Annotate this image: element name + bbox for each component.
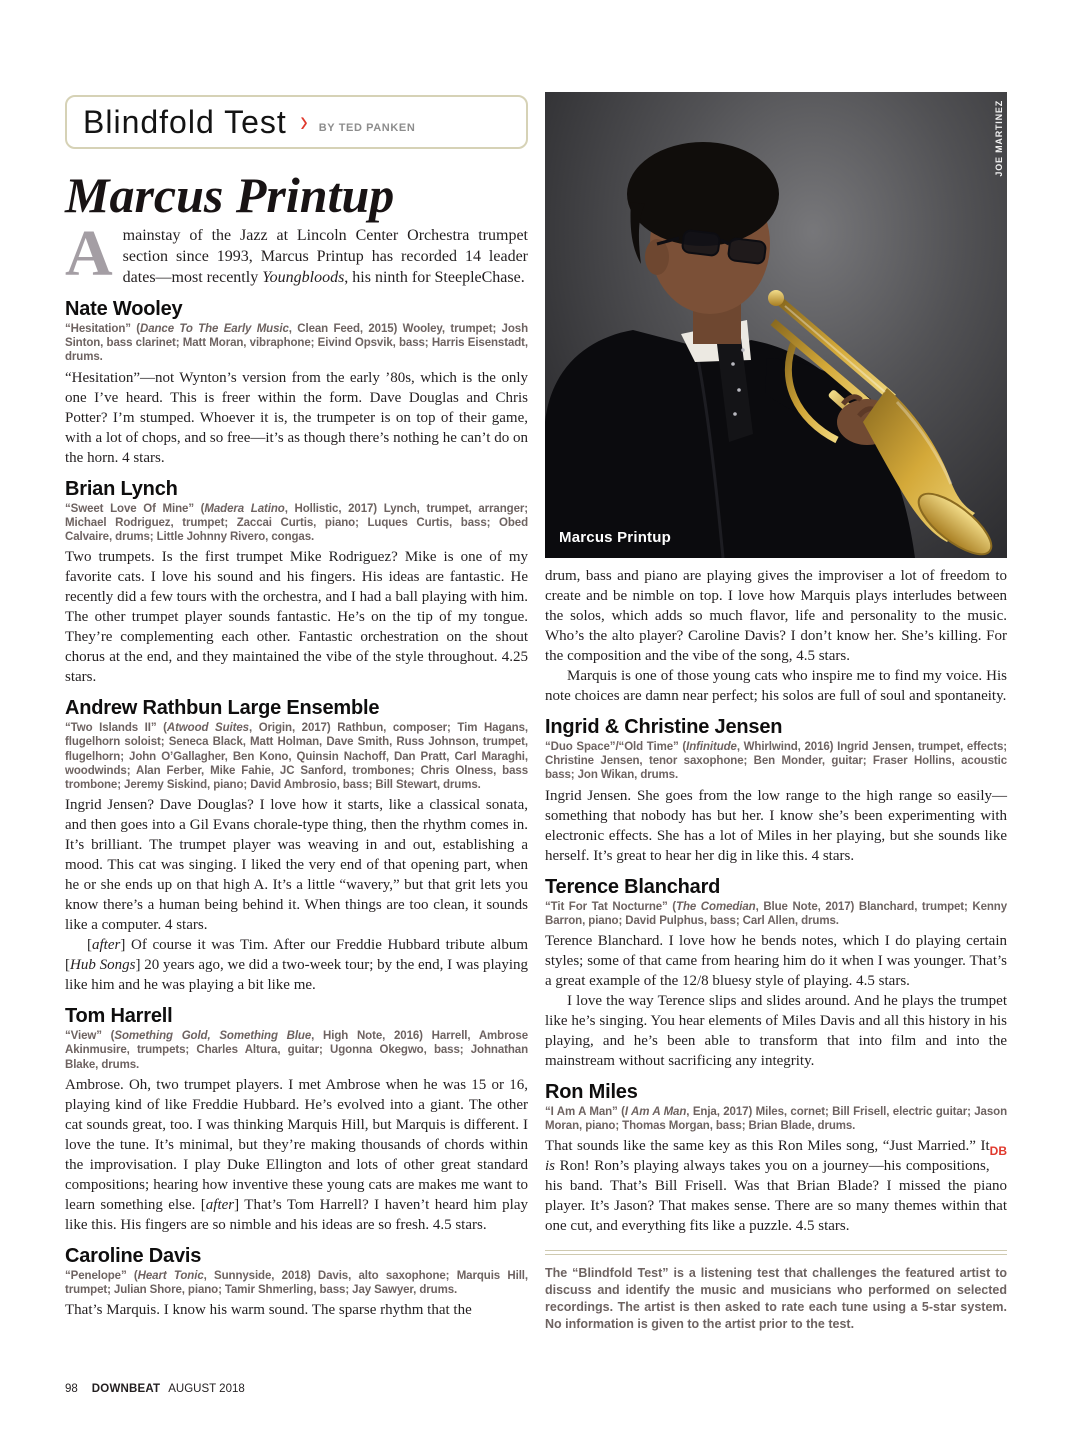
review-paragraph: Ingrid Jensen. She goes from the low range to the high range so easily—something that nobody has but her. I know she’s been experimenting with electronic effects. She has a lot of Miles in her playing, but she sounds like herself. It’s great to hear her dig in like this. 4 stars.	[545, 787, 1007, 864]
db-end-mark: DB	[989, 1144, 1007, 1159]
article-title: Marcus Printup	[65, 167, 395, 223]
artist-photo-illustration	[545, 92, 1007, 558]
section-nate-wooley	[65, 298, 528, 468]
recording-credit: “Penelope” (Heart Tonic, Sunnyside, 2018) Davis, alto saxophone; Marquis Hill, trumpet; Julian Shore, piano; Tamir Shmerling, bass; Jay Sawyer, drums.	[65, 1269, 528, 1297]
section-heading: Brian Lynch	[65, 477, 178, 500]
review-paragraph: Ingrid Jensen? Dave Douglas? I love how it starts, like a classical sonata, and then goes into a Gil Evans chorale-type thing, then the rhythm comes in. It’s brilliant. The trumpet player was weaving in and out, establishing a mood. This cat was singing. I liked the very end of that opening part, when he or she ends up on that high A. It’s a little “wavery,” but that grit lets you know there’s a human being behind it. When things are too clean, it sounds like a computer. 4 stars.	[65, 797, 528, 934]
recording-credit: “View” (Something Gold, Something Blue, High Note, 2016) Harrell, Ambrose Akinmusire, trumpets; Charles Altura, guitar; Ugonna Okegwo, bass; Johnathan Blake, drums.	[65, 1030, 528, 1071]
recording-credit: “Hesitation” (Dance To The Early Music, Clean Feed, 2015) Wooley, trumpet; Josh Sinton, bass clarinet; Matt Moran, vibraphone; Eivind Opsvik, bass; Harris Eisenstadt, drums.	[65, 323, 528, 364]
chevron-icon: ›	[300, 105, 308, 138]
footer	[65, 1383, 245, 1395]
review-paragraph-continued: drum, bass and piano are playing gives the improviser a lot of freedom to create and be nimble on top. I love how Marquis plays interludes between the solos, which adds so much flavor, life and personality to the music. Who’s the alto player? Caroline Davis? I don’t know her. She’s killing. For the composition and the vibe of the song, 4.5 stars.	[545, 568, 1007, 664]
review-text: That sounds like the same key as this Ron Miles song, “Just Married.” It is Ron! Ron’s playing always takes you on a journey—his compositions, his band. That’s Bill Frisell. Was that Brian Blade? I missed the piano player. It’s Jason? That makes sense. There are so many themes within that one cut, and everything fits like a puzzle. 4.5 stars.	[545, 1138, 1007, 1235]
recording-credit: “Duo Space”/“Old Time” (Infinitude, Whirlwind, 2016) Ingrid Jensen, trumpet, effects; Christine Jensen, tenor saxophone; Ben Monder, guitar; Fraser Hollins, acoustic bass; Jon Wikan, drums.	[545, 741, 1007, 782]
review-paragraph	[545, 1136, 1007, 1236]
recording-credit: “Two Islands II” (Atwood Suites, Origin, 2017) Rathbun, composer; Tim Hagans, flugelhorn soloist; Seneca Black, Matt Holman, Dave Smith, Russ Johnson, trumpet, flugelhorn; John O’Gallagher, Ben Kono, Quinsin Nachoff, Dan Pratt, Carl Maraghi, woodwinds; Alan Ferber, Mike Fahie, JC Sanford, trombones; Chris Olness, bass trombone; Jeremy Siskind, piano; David Ambrosio, bass; Bill Stewart, drums.	[65, 722, 528, 792]
section-andrew-rathbun	[65, 697, 528, 995]
review-paragraph: [after] Of course it was Tim. After our Freddie Hubbard tribute album [Hub Songs] 20 years ago, we did a two-week tour; by the end, I was playing like him and he was playing a bit like me.	[65, 937, 529, 994]
issue-date: AUGUST 2018	[168, 1383, 245, 1395]
review-paragraph: That’s Marquis. I know his warm sound. The sparse rhythm that the	[65, 1302, 472, 1319]
column-title: Blindfold Test	[83, 103, 287, 140]
artist-photo	[545, 92, 1007, 558]
recording-credit: “Tit For Tat Nocturne” (The Comedian, Blue Note, 2017) Blanchard, trumpet; Kenny Barron, piano; David Pulphus, bass; Carl Allen, drums.	[545, 900, 1008, 927]
page-number: 98	[65, 1383, 78, 1395]
review-paragraph: I love the way Terence slips and slides around. And he plays the trumpet like he’s singing. You hear elements of Miles Davis and all this history in his playing, and he’s been able to transform that into film and into the mainstream without sacrificing any integrity.	[545, 993, 1007, 1070]
review-paragraph: Ambrose. Oh, two trumpet players. I met Ambrose when he was 15 or 16, playing kind of like Freddie Hubbard. He’s evolved into a giant. The other cat sounds great, too. I was thinking Marquis Hill, but Marquis is different. I love the tune. It’s minimal, but they’re making thousands of chords within the improvisation. I play Duke Ellington and lots of other great standard compositions; hearing how inventive these young cats are makes me want to learn something else. [after] That’s Tom Harrell? I haven’t heard him play like this. His fingers are so nimble and his ideas are so fresh. 4.5 stars.	[65, 1076, 528, 1233]
photo-caption: Marcus Printup	[559, 529, 671, 546]
header-badge	[65, 95, 528, 149]
section-heading: Nate Wooley	[65, 298, 183, 320]
section-tom-harrell	[65, 1005, 528, 1235]
section-heading: Andrew Rathbun Large Ensemble	[65, 697, 380, 720]
section-heading: Caroline Davis	[65, 1244, 202, 1267]
section-brian-lynch	[65, 478, 528, 688]
review-paragraph: Terence Blanchard. I love how he bends notes, which I do playing certain styles; some of that came from hearing him do it when I was younger. That’s a great example of the 12/8 bluesy style of playing. 4.5 stars.	[545, 933, 1007, 990]
intro-text: mainstay of the Jazz at Lincoln Center Orchestra trumpet section since 1993, Marcus Printup has recorded 14 leader dates—most recently Youngbloods, his ninth for SteepleChase.	[122, 227, 528, 286]
section-caroline-davis	[65, 1245, 528, 1320]
disclaimer-text: The “Blindfold Test” is a listening test that challenges the featured artist to discuss and identify the music and musicians who performed on selected recordings. The artist is then asked to rate each tune using a 5-star system. No information is given to the artist prior to the test.	[545, 1266, 1007, 1332]
section-ron-miles	[545, 1081, 1007, 1236]
review-paragraph: “Hesitation”—not Wynton’s version from the early ’80s, which is the only one I’ve heard. This is freer within the form. Dave Douglas and Chris Potter? I’m stumped. Whoever it is, the trumpeter is on top of their game, with a lot of chops, and so free—it’s as though there’s nothing he can’t do on the horn. 4 stars.	[65, 369, 528, 466]
magazine-name: DOWNBEAT	[91, 1383, 161, 1395]
section-heading: Ron Miles	[545, 1081, 638, 1104]
section-terence-blanchard	[545, 876, 1007, 1071]
photo-credit-byline: JOE MARTINEZ	[994, 100, 1004, 177]
section-ingrid-christine-jensen	[545, 716, 1007, 866]
section-heading: Tom Harrell	[65, 1005, 173, 1028]
byline: BY TED PANKEN	[318, 122, 416, 134]
right-column	[545, 92, 1007, 1333]
recording-credit: “Sweet Love Of Mine” (Madera Latino, Hollistic, 2017) Lynch, trumpet, arranger; Michael Rodriguez, trumpet; Zaccai Curtis, piano; Luques Curtis, bass; Obed Calvaire, drums; Little Johnny Rivero, congas.	[65, 502, 528, 544]
recording-credit: “I Am A Man” (I Am A Man, Enja, 2017) Miles, cornet; Bill Frisell, electric guitar; Jason Moran, piano; Thomas Morgan, bass; Brian Blade, drums.	[545, 1106, 1007, 1133]
left-column	[65, 95, 528, 1320]
divider-rule	[545, 1250, 1007, 1255]
review-paragraph: Two trumpets. Is the first trumpet Mike Rodriguez? Mike is one of my favorite cats. I love his sound and his fingers. His ideas are fantastic. He recently did a few tours with the orchestra, and I had a ball playing with him. The other trumpet player sounds fantastic. He’s on the tip of my tongue. They’re complementing each other. Fantastic orchestration on the shout chorus at the end, and they maintained the vibe of the style throughout. 4.25 stars.	[65, 549, 528, 686]
section-heading: Terence Blanchard	[545, 875, 721, 898]
intro-paragraph	[65, 217, 528, 290]
dropcap: A	[65, 217, 113, 290]
review-paragraph: Marquis is one of those young cats who inspire me to find my voice. His note choices are damn near perfect; his solos are full of soul and spontaneity.	[545, 668, 1007, 704]
section-heading: Ingrid & Christine Jensen	[545, 716, 783, 738]
